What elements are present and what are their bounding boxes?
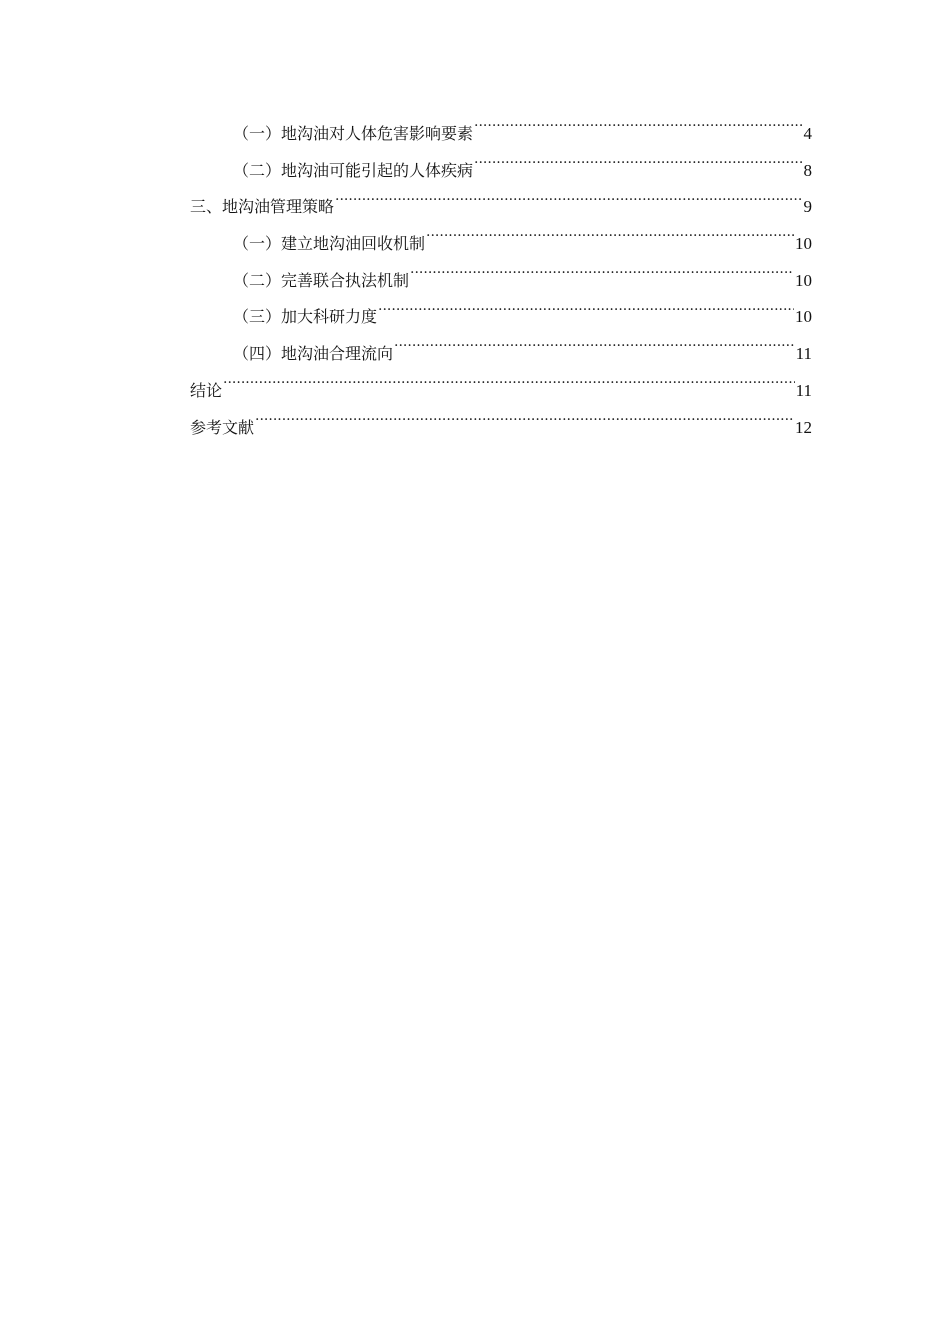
toc-entry[interactable] <box>190 373 812 410</box>
toc-entry-title: （一）建立地沟油回收机制 <box>233 234 426 254</box>
toc-entry[interactable] <box>190 336 812 373</box>
toc-entry-page: 11 <box>795 344 812 364</box>
toc-dot-leader <box>474 160 802 176</box>
toc-entry-page: 10 <box>795 270 812 290</box>
toc-entry-title: （三）加大科研力度 <box>233 307 378 327</box>
toc-entry-title: （二）地沟油可能引起的人体疾病 <box>233 160 474 180</box>
toc-entry-title: （四）地沟油合理流向 <box>233 344 394 364</box>
toc-dot-leader <box>394 343 795 359</box>
toc-dot-leader <box>378 306 794 322</box>
toc-dot-leader <box>335 196 802 212</box>
toc-entry-title: 参考文献 <box>190 417 255 437</box>
toc-entry-page: 4 <box>803 124 812 143</box>
toc-entry-page: 8 <box>803 160 812 180</box>
toc-entry-page: 12 <box>795 417 812 437</box>
toc-entry-page: 11 <box>795 380 812 400</box>
toc-entry[interactable] <box>190 410 812 447</box>
toc-entry-title: （二）完善联合执法机制 <box>233 270 410 290</box>
toc-entry[interactable] <box>190 299 812 336</box>
toc-dot-leader <box>474 123 802 139</box>
toc-entry[interactable] <box>190 189 812 226</box>
toc-entry-page: 9 <box>803 197 812 217</box>
toc-entry-title: 结论 <box>190 380 223 400</box>
toc-entry-title: 三、地沟油管理策略 <box>190 197 335 217</box>
toc-dot-leader <box>410 270 794 286</box>
toc-entry[interactable] <box>190 263 812 300</box>
toc-dot-leader <box>255 417 794 433</box>
toc-entry-title: （一）地沟油对人体危害影响要素 <box>233 124 474 143</box>
toc-entry-page: 10 <box>795 234 812 254</box>
toc-dot-leader <box>223 380 795 396</box>
toc-entry-page: 10 <box>795 307 812 327</box>
toc-entry[interactable] <box>190 116 812 153</box>
toc-dot-leader <box>426 233 794 249</box>
table-of-contents <box>190 116 812 446</box>
toc-entry[interactable] <box>190 226 812 263</box>
toc-entry[interactable] <box>190 153 812 190</box>
